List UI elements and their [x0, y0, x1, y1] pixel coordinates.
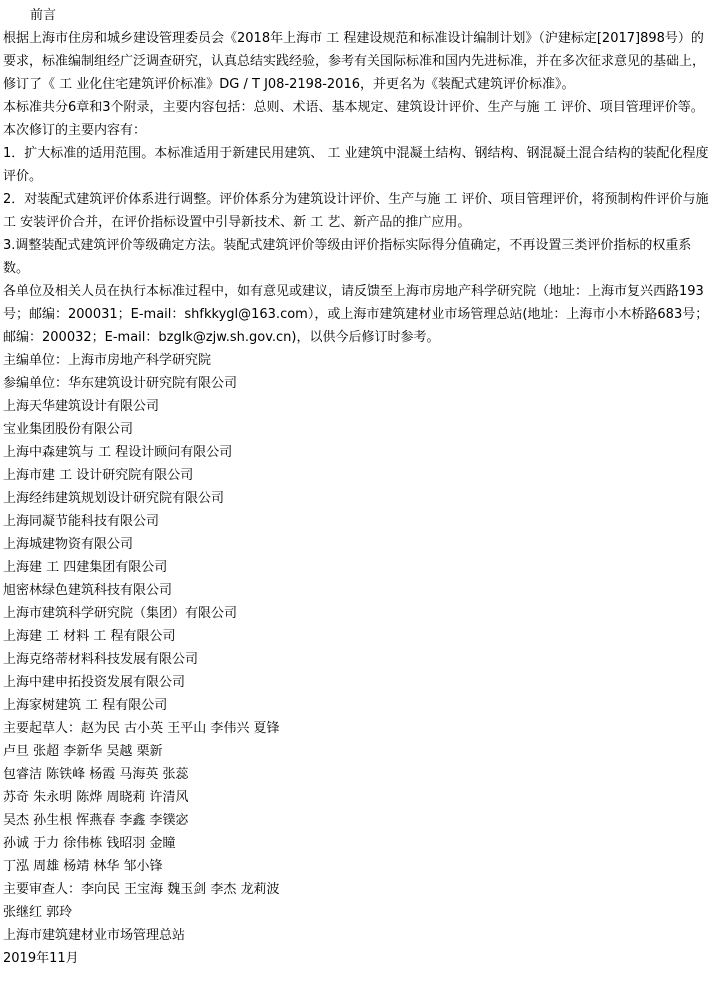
credit-line: 上海家树建筑 工 程有限公司: [3, 698, 168, 713]
credit-line: 上海市建筑科学研究院（集团）有限公司: [3, 606, 238, 621]
credit-line: 吴杰 孙生根 恽燕春 李鑫 李镤宓: [3, 813, 189, 828]
credit-line-chief-editor: 主编单位：上海市房地产科学研究院: [3, 353, 212, 368]
credit-line: 上海经纬建筑规划设计研究院有限公司: [3, 491, 225, 506]
credit-line: 上海市建 工 设计研究院有限公司: [3, 468, 194, 483]
credit-line: 包睿洁 陈铁峰 杨霞 马海英 张蕊: [3, 767, 189, 782]
credit-line: 上海天华建筑设计有限公司: [3, 399, 160, 414]
credit-line: 上海同凝节能科技有限公司: [3, 514, 160, 529]
document-heading: 前言: [30, 8, 57, 23]
credit-line: 苏奇 朱永明 陈烨 周晓莉 许清风: [3, 790, 189, 805]
paragraph-intro: 根据上海市住房和城乡建设管理委员会《2018年上海市 工 程建设规范和标准设计编制计划》（沪建标定[2017]898号）的要求，标准编制组经广泛调查研究，认真总结实践经验，参考有关国际标准和国内先进标准，并在多次征求意见的基础上，修订了《 工 业化住宅建筑评价标准》DG / T J08-2198-2016，并更名为《装配式建筑评价标准》。: [3, 31, 706, 92]
paragraph-revision-item-3: 3.调整装配式建筑评价等级确定方法。装配式建筑评价等级由评价指标实际得分值确定，不再设置三类评价指标的权重系数。: [3, 238, 692, 276]
credit-line: 上海建 工 四建集团有限公司: [3, 560, 168, 575]
credit-line: 上海城建物资有限公司: [3, 537, 134, 552]
credit-line-drafters: 主要起草人：赵为民 古小英 王平山 李伟兴 夏锋: [3, 721, 280, 736]
credit-line: 旭密林绿色建筑科技有限公司: [3, 583, 173, 598]
credit-line: 上海建 工 材料 工 程有限公司: [3, 629, 176, 644]
credit-line-reviewers: 主要审查人：李向民 王宝海 魏玉剑 李杰 龙莉波: [3, 882, 280, 897]
credit-line: 上海中森建筑与 工 程设计顾问有限公司: [3, 445, 233, 460]
credits-list: [3, 349, 714, 970]
paragraph-revision-heading: 本次修订的主要内容有：: [3, 123, 147, 138]
credit-line: 卢旦 张超 李新华 吴越 栗新: [3, 744, 163, 759]
paragraph-scope: 本标准共分6章和3个附录，主要内容包括：总则、术语、基本规定、建筑设计评价、生产与施 工 评价、项目管理评价等。: [3, 100, 704, 115]
credit-line: 宝业集团股份有限公司: [3, 422, 134, 437]
credit-line: 孙诚 于力 徐伟栋 钱昭羽 金瞳: [3, 836, 176, 851]
paragraph-revision-item-2: 2．对装配式建筑评价体系进行调整。评价体系分为建筑设计评价、生产与施 工 评价、项目管理评价，将预制构件评价与施 工 安装评价合并，在评价指标设置中引导新技术、新 工 艺、新产品的推广应用。: [3, 192, 709, 230]
paragraph-revision-item-1: 1．扩大标准的适用范围。本标准适用于新建民用建筑、 工 业建筑中混凝土结构、钢结构、钢混凝土混合结构的装配化程度评价。: [3, 146, 709, 184]
credit-line: 张继红 郭玲: [3, 905, 73, 920]
document-date: 2019年11月: [3, 951, 79, 966]
credit-line: 上海中建申拓投资发展有限公司: [3, 675, 186, 690]
credit-line-issuer: 上海市建筑建材业市场管理总站: [3, 928, 186, 943]
credit-line-participant: 参编单位：华东建筑设计研究院有限公司: [3, 376, 238, 391]
paragraph-feedback: 各单位及相关人员在执行本标准过程中，如有意见或建议，请反馈至上海市房地产科学研究院（地址：上海市复兴西路193号；邮编：200031；E-mail：shfkkygl@163.com），或上海市建筑建材业市场管理总站(地址：上海市小木桥路683号；邮编：200032；E-mail：bzglk@zjw.sh.gov.cn)，以供今后修订时参考。: [3, 284, 709, 345]
credit-line: 丁泓 周雄 杨靖 林华 邹小锋: [3, 859, 163, 874]
credit-line: 上海克络蒂材料科技发展有限公司: [3, 652, 199, 667]
